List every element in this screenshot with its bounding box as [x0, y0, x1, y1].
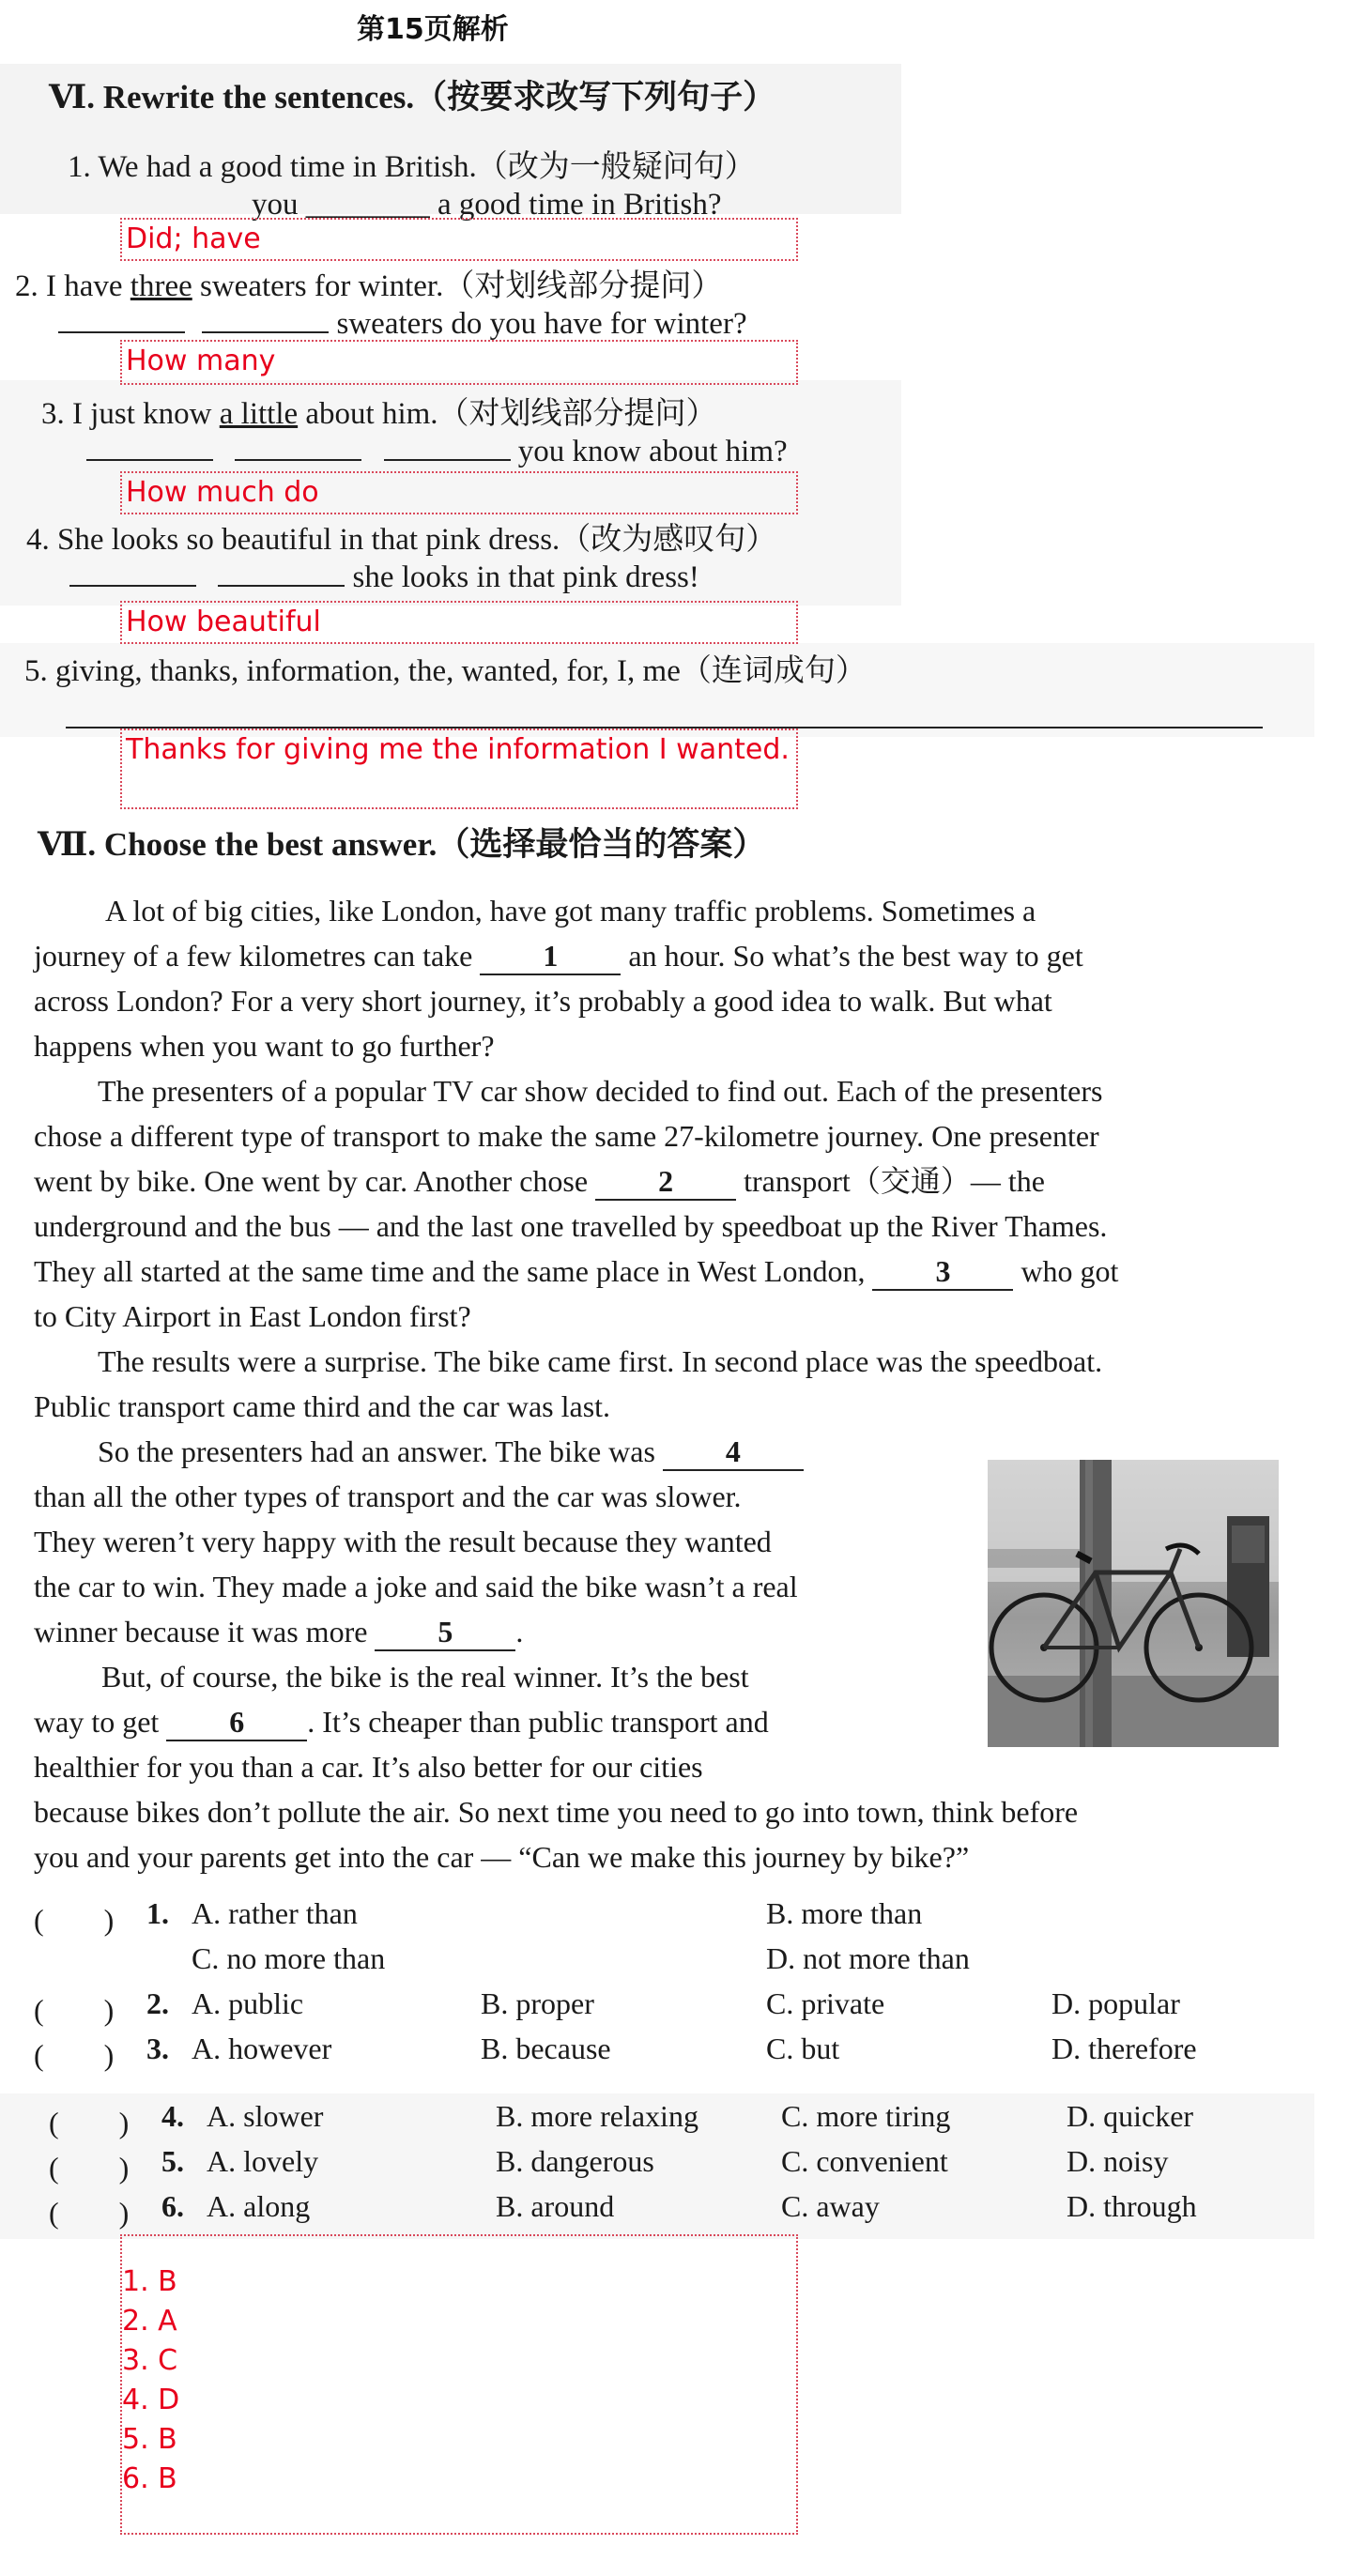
- options-row-4: [49, 2099, 1344, 2137]
- blank-line: [384, 458, 511, 461]
- question-5-text: 5. giving, thanks, information, the, wanted, for, I, me（连词成句）: [24, 654, 867, 688]
- p5-line1: But, of course, the bike is the real winner. It’s the best: [101, 1660, 749, 1694]
- p5-line4: because bikes don’t pollute the air. So next time you need to go into town, think before: [34, 1795, 1079, 1829]
- question-2-line2-row: [58, 307, 747, 342]
- answer-paren: ( ): [49, 2151, 130, 2185]
- p1-line2: [34, 933, 1083, 978]
- option-c[interactable]: C. no more than: [192, 1941, 386, 1975]
- p1-line2b: an hour. So what’s the best way to get: [628, 939, 1083, 973]
- p2-line4: underground and the bus — and the last one travelled by speedboat up the River Thames.: [34, 1209, 1108, 1243]
- answer-box-choose: [120, 2234, 798, 2535]
- option-a[interactable]: A. rather than: [192, 1896, 358, 1930]
- question-4-text: 4. She looks so beautiful in that pink dress.（改为感叹句）: [26, 523, 777, 557]
- question-2-line2: sweaters do you have for winter?: [336, 307, 747, 341]
- answer-box-2: How many: [120, 340, 798, 385]
- p4-line1: [98, 1429, 804, 1474]
- p5-line5: you and your parents get into the car — “Can we make this journey by bike?”: [34, 1840, 970, 1874]
- answer-paren: ( ): [49, 2196, 130, 2230]
- question-2-pre: 2. I have: [15, 269, 130, 303]
- question-3-pre: 3. I just know: [41, 397, 220, 431]
- answer-line: 6. B: [122, 2462, 177, 2495]
- blank-line: [218, 584, 345, 587]
- blank-6: 6: [166, 1704, 307, 1741]
- answer-paren: ( ): [49, 2106, 130, 2139]
- question-3-post: about him.（对划线部分提问）: [298, 397, 717, 431]
- question-3-text: [41, 389, 717, 433]
- option-d[interactable]: D. therefore: [1051, 2032, 1197, 2065]
- answer-box-4: How beautiful: [120, 601, 798, 644]
- section-heading-rewrite: Ⅵ. Rewrite the sentences.（按要求改写下列句子）: [49, 79, 776, 115]
- blank-5: 5: [375, 1614, 515, 1651]
- options-row-1b: [34, 1941, 1348, 1979]
- question-2-text: [15, 261, 722, 305]
- p2-line6: to City Airport in East London first?: [34, 1299, 471, 1333]
- p5-line2b: . It’s cheaper than public transport and: [307, 1705, 769, 1739]
- option-b[interactable]: B. because: [481, 2032, 611, 2065]
- p4-line3: They weren’t very happy with the result because they wanted: [34, 1525, 772, 1558]
- option-c[interactable]: C. away: [781, 2189, 880, 2223]
- option-number: 6.: [161, 2189, 184, 2223]
- p1-line4: happens when you want to go further?: [34, 1029, 495, 1063]
- p4-line4: the car to win. They made a joke and said the bike wasn’t a real: [34, 1570, 798, 1603]
- question-1-line2: you ________ a good time in British?: [252, 188, 722, 222]
- p4-line5b: .: [515, 1615, 524, 1648]
- blank-line: [235, 458, 361, 461]
- p2-line5b: who got: [1021, 1254, 1119, 1288]
- option-number: 1.: [146, 1896, 169, 1930]
- option-d[interactable]: D. not more than: [766, 1941, 970, 1975]
- option-c[interactable]: C. but: [766, 2032, 840, 2065]
- p2-line3b: transport（交通）— the: [744, 1164, 1045, 1198]
- question-3-line2-row: [86, 435, 788, 469]
- answer-paren: ( ): [34, 1903, 115, 1937]
- option-b[interactable]: B. dangerous: [496, 2144, 654, 2178]
- p1-line1: A lot of big cities, like London, have got many traffic problems. Sometimes a: [105, 894, 1036, 928]
- option-c[interactable]: C. convenient: [781, 2144, 948, 2178]
- p2-line3a: went by bike. One went by car. Another chose: [34, 1164, 589, 1198]
- p4-line2: than all the other types of transport and the car was slower.: [34, 1480, 742, 1513]
- blank-3: 3: [872, 1253, 1013, 1291]
- bicycle-icon: [988, 1460, 1279, 1747]
- answer-line: 4. D: [122, 2384, 180, 2416]
- answer-paren: ( ): [34, 2038, 115, 2072]
- option-a[interactable]: A. public: [192, 1986, 304, 2020]
- option-b[interactable]: B. more than: [766, 1896, 923, 1930]
- options-row-6: [49, 2189, 1344, 2230]
- option-a[interactable]: A. lovely: [207, 2144, 319, 2178]
- option-a[interactable]: A. however: [192, 2032, 332, 2065]
- answer-line: 3. C: [122, 2344, 178, 2377]
- option-d[interactable]: D. popular: [1051, 1986, 1180, 2020]
- question-2-post: sweaters for winter.（对划线部分提问）: [192, 269, 723, 303]
- question-1-text: 1. We had a good time in British.（改为一般疑问句）: [68, 150, 756, 184]
- option-d[interactable]: D. through: [1067, 2189, 1197, 2223]
- option-b[interactable]: B. around: [496, 2189, 615, 2223]
- option-b[interactable]: B. proper: [481, 1986, 594, 2020]
- blank-line: [86, 458, 213, 461]
- answer-box-1: Did; have: [120, 218, 798, 261]
- options-row-1: [34, 1896, 1348, 1937]
- question-4-line2: she looks in that pink dress!: [352, 560, 699, 594]
- p3-line1: The results were a surprise. The bike came first. In second place was the speedboat.: [98, 1344, 1103, 1378]
- blank-line: [58, 330, 185, 333]
- p1-line3: across London? For a very short journey, it’s probably a good idea to walk. But what: [34, 984, 1052, 1018]
- option-c[interactable]: C. private: [766, 1986, 885, 2020]
- p2-line2: chose a different type of transport to make the same 27-kilometre journey. One presenter: [34, 1119, 1099, 1153]
- option-a[interactable]: A. along: [207, 2189, 311, 2223]
- blank-line: [202, 330, 329, 333]
- p2-line5a: They all started at the same time and the same place in West London,: [34, 1254, 866, 1288]
- option-c[interactable]: C. more tiring: [781, 2099, 951, 2133]
- question-2-underlined: three: [130, 269, 192, 303]
- answer-line: 1. B: [122, 2265, 177, 2298]
- p4-line5a: winner because it was more: [34, 1615, 368, 1648]
- options-row-3: [34, 2032, 1348, 2072]
- option-number: 5.: [161, 2144, 184, 2178]
- question-4-line2-row: [69, 560, 699, 595]
- question-3-underlined: a little: [219, 397, 299, 431]
- answer-box-5: Thanks for giving me the information I wanted.: [120, 728, 798, 809]
- blank-line: [69, 584, 196, 587]
- p1-line2a: journey of a few kilometres can take: [34, 939, 473, 973]
- answer-paren: ( ): [34, 1993, 115, 2027]
- option-number: 2.: [146, 1986, 169, 2020]
- options-row-5: [49, 2144, 1344, 2185]
- question-3-line2: you know about him?: [517, 435, 788, 468]
- section-heading-choose: Ⅶ. Choose the best answer.（选择最恰当的答案）: [38, 826, 766, 863]
- p5-line2a: way to get: [34, 1705, 160, 1739]
- blank-4: 4: [663, 1434, 804, 1471]
- answer-box-3: How much do: [120, 471, 798, 514]
- page-title: 第15页解析: [357, 13, 509, 46]
- bicycle-photo: [988, 1460, 1279, 1747]
- p4-line1a: So the presenters had an answer. The bike was: [98, 1434, 655, 1468]
- options-row-2: [34, 1986, 1348, 2027]
- answer-line: 5. B: [122, 2423, 177, 2456]
- p2-line5: [34, 1249, 1118, 1294]
- option-a[interactable]: A. slower: [207, 2099, 324, 2133]
- p5-line2: [34, 1699, 769, 1744]
- option-number: 4.: [161, 2099, 184, 2133]
- p3-line2: Public transport came third and the car was last.: [34, 1389, 611, 1423]
- p2-line1: The presenters of a popular TV car show decided to find out. Each of the presenters: [98, 1074, 1103, 1108]
- option-d[interactable]: D. noisy: [1067, 2144, 1169, 2178]
- p5-line3: healthier for you than a car. It’s also better for our cities: [34, 1750, 703, 1784]
- answer-line: 2. A: [122, 2305, 177, 2338]
- option-d[interactable]: D. quicker: [1067, 2099, 1194, 2133]
- p4-line5: [34, 1609, 523, 1654]
- option-number: 3.: [146, 2032, 169, 2065]
- option-b[interactable]: B. more relaxing: [496, 2099, 698, 2133]
- blank-1: 1: [480, 938, 621, 975]
- p2-line3: [34, 1158, 1045, 1204]
- blank-2: 2: [595, 1163, 736, 1201]
